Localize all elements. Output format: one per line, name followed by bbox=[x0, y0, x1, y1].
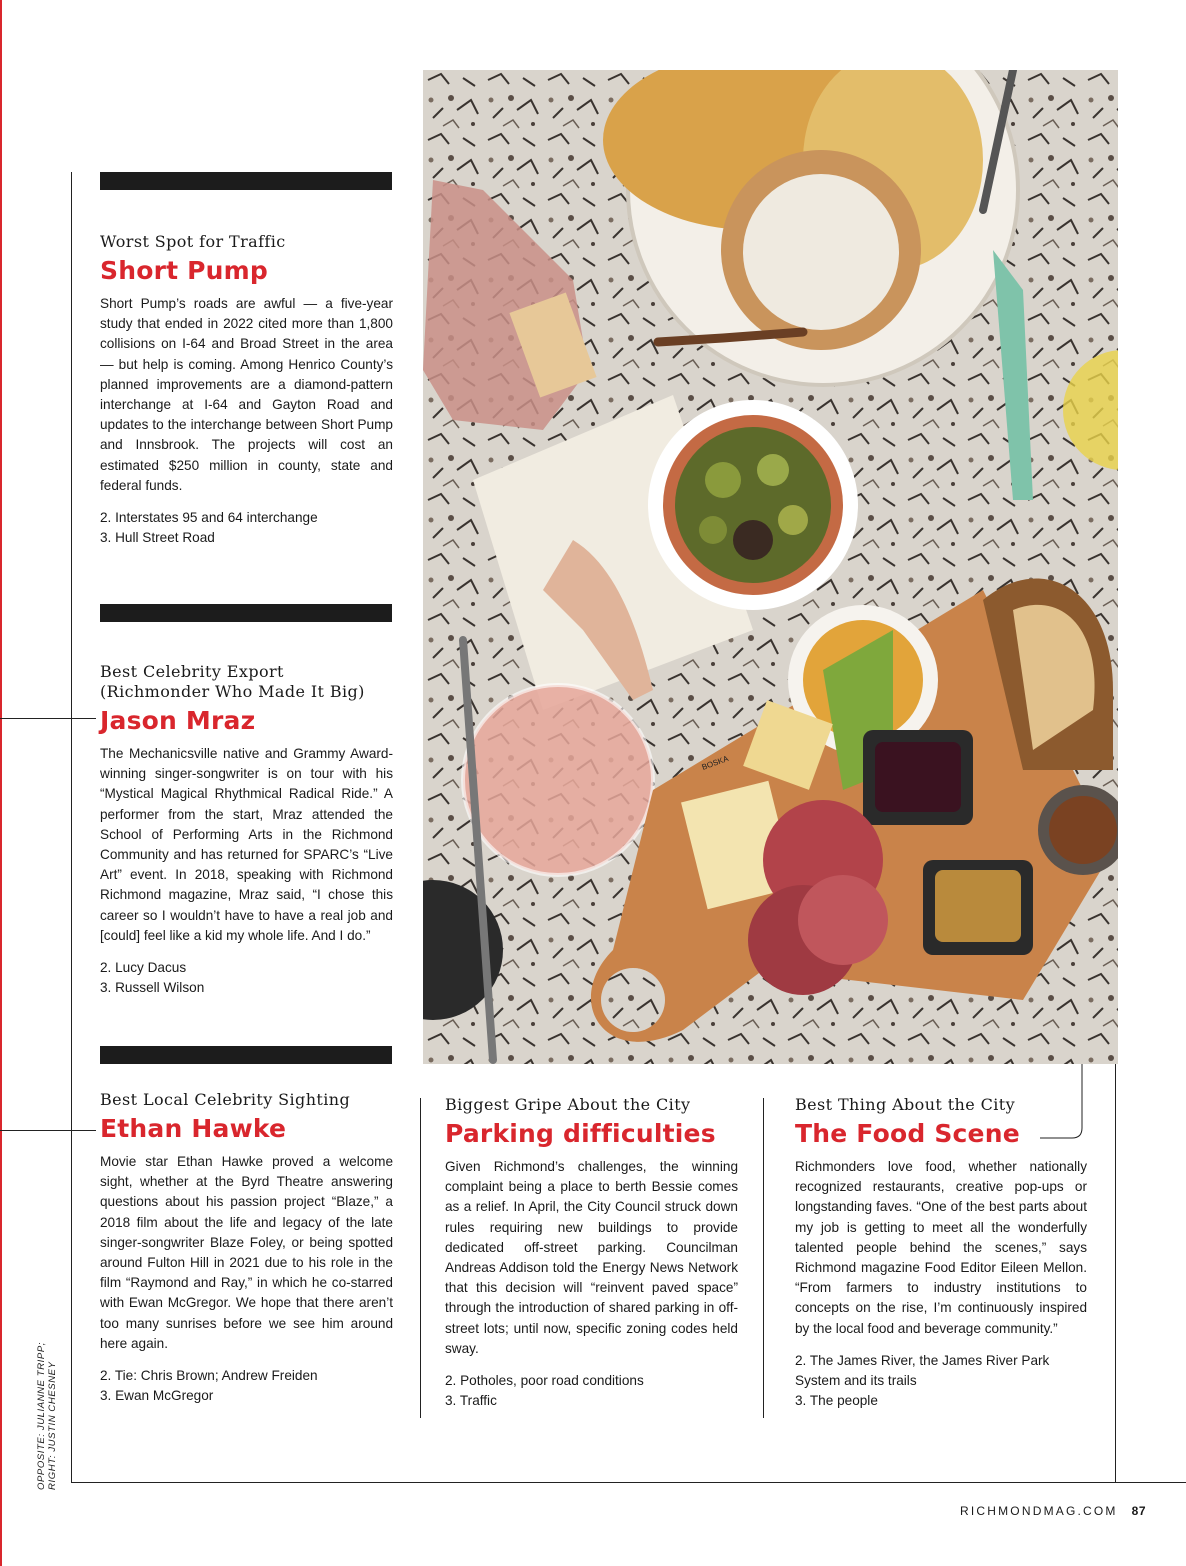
page-number: 87 bbox=[1131, 1504, 1146, 1518]
runner-up-3: 3. Hull Street Road bbox=[100, 530, 215, 546]
winner-title: Ethan Hawke bbox=[100, 1114, 287, 1143]
charcuterie-illustration bbox=[423, 70, 1118, 1064]
body-text: Given Richmond’s challenges, the winning complaint being a place to berth Bessie comes as a relief. In April, the City Council struck down rules requiring new buildings to provide dedicated off-street parking. Councilman Andreas Addison told the Energy News Network that this decision will “reinvent paved space” through the introduction of shared parking in off-street lots; until now, specific zoning codes held sway. bbox=[445, 1159, 738, 1356]
knife-brand-label: BOSKA bbox=[700, 753, 730, 772]
pointer-line-jason-mraz bbox=[0, 718, 96, 719]
section-bar-celebrity-export bbox=[100, 604, 392, 622]
left-column-rule bbox=[71, 172, 72, 1482]
runner-up-2: 2. Tie: Chris Brown; Andrew Freiden bbox=[100, 1368, 318, 1384]
body-text: Richmonders love food, whether nationally recognized restaurants, creative pop-ups or longstanding faves. “One of the best parts about my job is getting to meet all the wonderfully talented people behind the scenes,” says Richmond magazine Food Editor Eileen Mellon. “From farmers to industry institutions to concepts on the rise, I’m continuously inspired by the local food and beverage community.” bbox=[795, 1159, 1087, 1336]
category-label: Best Celebrity Export bbox=[100, 662, 284, 681]
pointer-line-ethan-hawke bbox=[0, 1130, 96, 1131]
runner-up-2: 2. The James River, the James River Park System and its trails bbox=[795, 1352, 1050, 1388]
winner-title: Parking difficulties bbox=[445, 1119, 716, 1148]
runner-up-2: 2. Potholes, poor road conditions bbox=[445, 1373, 644, 1389]
category-label: Worst Spot for Traffic bbox=[100, 232, 286, 251]
photo-credit-line2: RIGHT: JUSTIN CHESNEY bbox=[47, 1361, 58, 1490]
footer-site: RICHMONDMAG.COM bbox=[959, 1504, 1118, 1518]
body-text: Short Pump’s roads are awful — a five-year study that ended in 2022 cited more than 1,800 collisions on I-64 and Broad Street in the area — but help is coming. Among Henrico County’s planned improvements are a diamond-pattern interchange at I-64 and Gayton Road and updates to the interchange between Short Pump and Innsbrook. The projects will cost an estimated $250 million in county, state and federal funds. bbox=[100, 296, 393, 493]
right-column-rule bbox=[1115, 1064, 1116, 1482]
bottom-rule bbox=[71, 1482, 1186, 1483]
category-label-line2: (Richmonder Who Made It Big) bbox=[100, 682, 365, 701]
section-bar-traffic bbox=[100, 172, 392, 190]
runners-up bbox=[100, 508, 393, 548]
photo-credit bbox=[36, 1270, 58, 1490]
runner-up-3: 3. The people bbox=[795, 1392, 878, 1408]
runner-up-3: 3. Traffic bbox=[445, 1393, 497, 1409]
category-label: Best Local Celebrity Sighting bbox=[100, 1090, 351, 1109]
section-gripe bbox=[445, 1095, 738, 1411]
winner-title: Short Pump bbox=[100, 256, 269, 285]
runner-up-3: 3. Russell Wilson bbox=[100, 980, 205, 996]
runners-up bbox=[445, 1371, 738, 1411]
section-traffic bbox=[100, 232, 393, 548]
charcuterie-photo bbox=[423, 70, 1118, 1064]
category-label: Best Thing About the City bbox=[795, 1095, 1016, 1114]
photo-credit-line1: OPPOSITE: JULIANNE TRIPP; bbox=[36, 1341, 47, 1490]
page-edge-red-rule bbox=[0, 0, 2, 1566]
body-text: Movie star Ethan Hawke proved a welcome sight, whether at the Byrd Theatre answering questions about his passion project “Blaze,” a 2018 film about the life and legacy of the late singer-songwriter Blaze Foley, or being spotted around Fulton Hill in 2021 due to his role in the film “Raymond and Ray,” in which he co-starred with Ewan McGregor. We hope that there aren’t too many sunrises before we see him around here again. bbox=[100, 1154, 393, 1351]
section-bar-celebrity-sighting bbox=[100, 1046, 392, 1064]
body-text: The Mechanicsville native and Grammy Award-winning singer-songwriter is on tour with his “Mystical Magical Rhythmical Radical Ride.” A performer from the start, Mraz attended the School of Performing Arts in the Richmond Community and has returned for SPARC’s “Live Art” event. In 2018, speaking with Richmond Richmond magazine, Mraz said, “I chose this career so I wouldn’t have to have a real job and [could] feel like a kid my whole life. And I do.” bbox=[100, 746, 393, 943]
category-label: Biggest Gripe About the City bbox=[445, 1095, 691, 1114]
section-celebrity-sighting bbox=[100, 1090, 393, 1406]
winner-title: The Food Scene bbox=[795, 1119, 1020, 1148]
runner-up-3: 3. Ewan McGregor bbox=[100, 1388, 214, 1404]
runners-up bbox=[100, 1366, 393, 1406]
page-footer bbox=[960, 1504, 1146, 1518]
section-best-thing bbox=[795, 1095, 1087, 1411]
runners-up bbox=[795, 1351, 1087, 1411]
section-celebrity-export bbox=[100, 662, 393, 998]
runner-up-2: 2. Interstates 95 and 64 interchange bbox=[100, 510, 318, 526]
winner-title: Jason Mraz bbox=[100, 706, 256, 735]
column-divider-2 bbox=[763, 1098, 764, 1418]
runners-up bbox=[100, 958, 393, 998]
runner-up-2: 2. Lucy Dacus bbox=[100, 960, 187, 976]
column-divider-1 bbox=[420, 1098, 421, 1418]
